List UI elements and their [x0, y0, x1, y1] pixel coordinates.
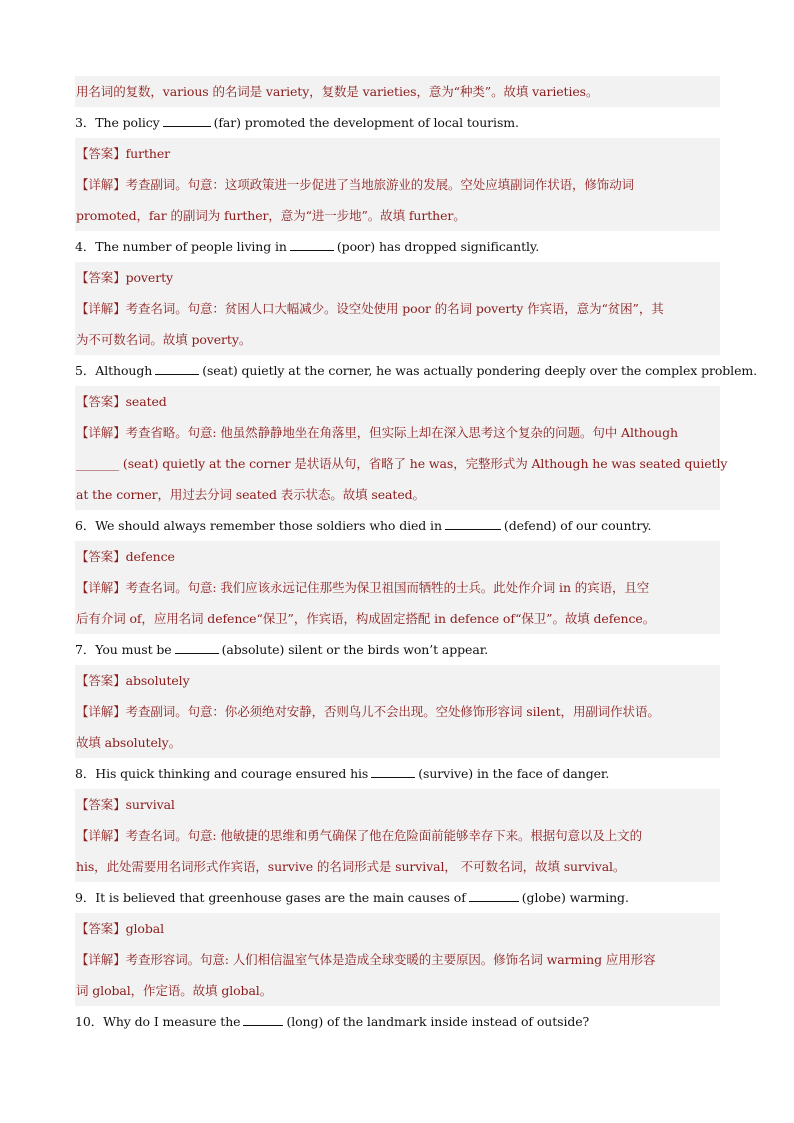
question-number: 4． — [75, 239, 96, 254]
question-text-after: (globe) warming. — [521, 890, 629, 905]
answer-tag: 【答案】 — [76, 797, 126, 812]
question-text-before: Although — [95, 363, 153, 378]
answer-tag: 【答案】 — [76, 394, 126, 409]
answer-line — [76, 913, 720, 944]
question-text-before: Why do I measure the — [103, 1014, 241, 1029]
answer-blank — [469, 890, 519, 902]
answer-value: absolutely — [125, 673, 190, 688]
question-text-after: (survive) in the face of danger. — [418, 766, 610, 781]
question-text-before: We should always remember those soldiers who died in — [95, 518, 442, 533]
detail-line: 【详解】考查名词。句意: 我们应该永远记住那些为保卫祖国而牺牲的士兵。此处作介词 in 的宾语，且空 — [76, 580, 650, 595]
detail-line: 【详解】考查形容词。句意: 人们相信温室气体是造成全球变暖的主要原因。修饰名词 warming 应用形容 — [76, 952, 656, 967]
answer-line — [76, 262, 720, 293]
question-5 — [75, 355, 757, 386]
question-number: 8． — [75, 766, 96, 781]
answer-block-3 — [75, 138, 720, 231]
answer-line — [76, 386, 720, 417]
question-text-after: (seat) quietly at the corner, he was actually pondering deeply over the complex problem. — [202, 363, 757, 378]
question-text-after: (poor) has dropped significantly. — [336, 239, 540, 254]
question-8 — [75, 758, 720, 789]
answer-block-8 — [75, 789, 720, 882]
question-text-before: The policy — [95, 115, 160, 130]
answer-blank — [163, 115, 211, 127]
detail-line: 为不可数名词。故填 poverty。 — [76, 332, 252, 347]
question-number: 5． — [75, 363, 96, 378]
detail-line: at the corner，用过去分词 seated 表示状态。故填 seated。 — [76, 487, 425, 502]
answer-line — [76, 789, 720, 820]
question-number: 7． — [75, 642, 96, 657]
answer-line — [76, 541, 720, 572]
question-3 — [75, 107, 720, 138]
question-text-after: (long) of the landmark inside instead of outside? — [286, 1014, 590, 1029]
answer-blank — [371, 766, 415, 778]
detail-line: 词 global，作定语。故填 global。 — [76, 983, 273, 998]
answer-block-7 — [75, 665, 720, 758]
answer-line — [76, 665, 720, 696]
question-4 — [75, 231, 720, 262]
answer-tag: 【答案】 — [76, 673, 126, 688]
detail-line: 【详解】考查副词。句意：你必须绝对安静，否则鸟儿不会出现。空处修饰形容词 silent，用副词作状语。 — [76, 704, 660, 719]
answer-tag: 【答案】 — [76, 146, 126, 161]
answer-value: seated — [125, 394, 167, 409]
answer-blank — [243, 1014, 283, 1026]
question-number: 10． — [75, 1014, 104, 1029]
answer-block-9 — [75, 913, 720, 1006]
answer-blank — [155, 363, 199, 375]
answer-block-5 — [75, 386, 728, 510]
answer-blank — [445, 518, 501, 530]
answer-tag: 【答案】 — [76, 921, 126, 936]
question-number: 3． — [75, 115, 96, 130]
question-number: 6． — [75, 518, 96, 533]
question-text-before: The number of people living in — [95, 239, 287, 254]
question-number: 9． — [75, 890, 96, 905]
answer-value: further — [125, 146, 171, 161]
question-text-after: (defend) of our country. — [503, 518, 652, 533]
detail-line: his，此处需要用名词形式作宾语，survive 的名词形式是 survival， 不可数名词，故填 survival。 — [76, 859, 626, 874]
question-7 — [75, 634, 720, 665]
question-9 — [75, 882, 720, 913]
answer-value: global — [125, 921, 164, 936]
answer-line — [76, 138, 720, 169]
question-text-after: (far) promoted the development of local tourism. — [213, 115, 519, 130]
answer-block-6 — [75, 541, 720, 634]
detail-line: 【详解】考查副词。句意：这项政策进一步促进了当地旅游业的发展。空处应填副词作状语，修饰动词 — [76, 177, 635, 192]
detail-line: 故填 absolutely。 — [76, 735, 181, 750]
answer-value: survival — [125, 797, 175, 812]
question-text-before: You must be — [95, 642, 172, 657]
detail-line: promoted，far 的副词为 further，意为“进一步地”。故填 further。 — [76, 208, 466, 223]
detail-line: _______ (seat) quietly at the corner 是状语从句，省略了 he was，完整形式为 Although he was seated quietly — [76, 456, 728, 471]
question-6 — [75, 510, 720, 541]
detail-line: 【详解】考查名词。句意: 他敏捷的思维和勇气确保了他在危险面前能够幸存下来。根据句意以及上文的 — [76, 828, 642, 843]
question-text-before: It is believed that greenhouse gases are the main causes of — [95, 890, 466, 905]
answer-tag: 【答案】 — [76, 270, 126, 285]
answer-tag: 【答案】 — [76, 549, 126, 564]
question-text-before: His quick thinking and courage ensured his — [95, 766, 369, 781]
question-text-after: (absolute) silent or the birds won’t appear. — [221, 642, 489, 657]
explanation-continuation — [75, 76, 720, 107]
explanation-line: 用名词的复数，various 的名词是 variety，复数是 varieties，意为“种类”。故填 varieties。 — [76, 84, 599, 99]
answer-blank — [290, 239, 334, 251]
answer-value: defence — [125, 549, 175, 564]
detail-line: 【详解】考查名词。句意：贫困人口大幅减少。设空处使用 poor 的名词 poverty 作宾语，意为“贫困”，其 — [76, 301, 664, 316]
answer-blank — [175, 642, 219, 654]
answer-block-4 — [75, 262, 720, 355]
question-10 — [75, 1006, 720, 1037]
answer-value: poverty — [125, 270, 173, 285]
detail-line: 后有介词 of，应用名词 defence“保卫”，作宾语，构成固定搭配 in defence of“保卫”。故填 defence。 — [76, 611, 656, 626]
detail-line: 【详解】考查省略。句意: 他虽然静静地坐在角落里，但实际上却在深入思考这个复杂的问题。句中 Although — [76, 425, 678, 440]
worksheet-page — [75, 76, 757, 1037]
